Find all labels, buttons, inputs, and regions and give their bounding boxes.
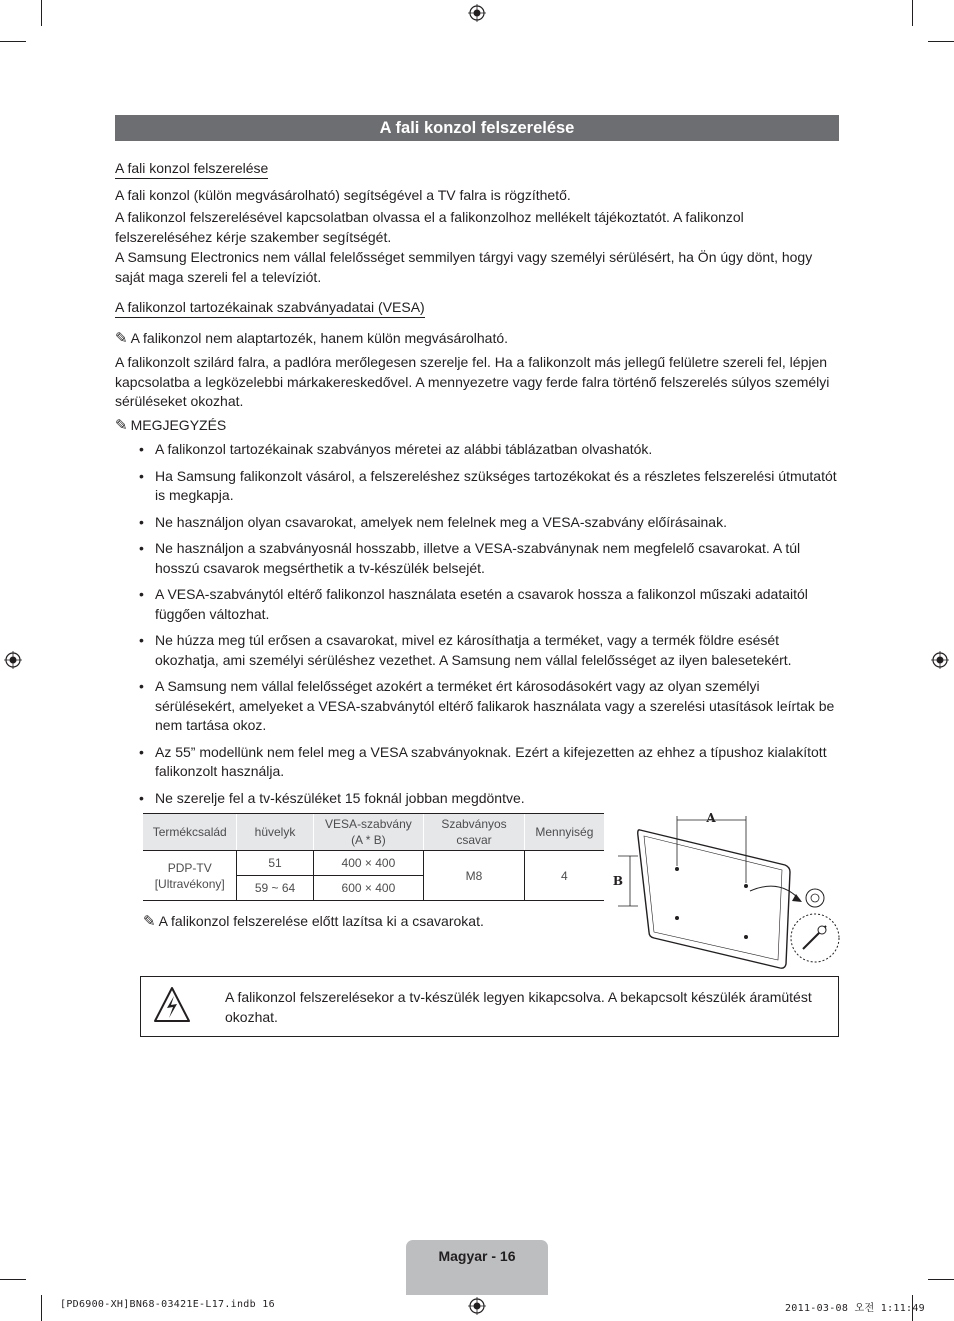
- note-label: MEGJEGYZÉS: [130, 417, 227, 433]
- column-header: Mennyiség: [524, 814, 604, 851]
- table-row: [143, 851, 604, 876]
- column-header: Termékcsalád: [143, 814, 237, 851]
- table-cell-inch: 59 ~ 64: [237, 876, 313, 901]
- crop-mark: [41, 0, 42, 26]
- arrow-head-icon: [792, 894, 802, 902]
- note-pencil-icon: ✎: [143, 913, 156, 930]
- note: [115, 329, 508, 348]
- section-heading: A falikonzol tartozékainak szabványadatai (VESA): [115, 298, 425, 318]
- warning-text: A falikonzol felszerelésekor a tv-készülék legyen kikapcsolva. A bekapcsolt készülék áramütést okozhat.: [225, 989, 812, 1025]
- note-heading: [115, 416, 226, 435]
- list-item: • Az 55” modellünk nem felel meg a VESA szabványoknak. Ezért a kifejezetten az ehhez a típushoz kialakított falikonzolt használja.: [137, 743, 837, 782]
- note-pencil-icon: ✎: [115, 417, 128, 434]
- vesa-table: [143, 813, 604, 901]
- page-number: Magyar - 16: [406, 1240, 548, 1295]
- dimension-a-label: A: [706, 811, 716, 825]
- table-cell-screw: M8: [424, 851, 525, 901]
- paragraph: A Samsung Electronics nem vállal felelősséget semmilyen tárgyi vagy személyi sérülésért, ha Ön úgy dönt, hogy saját maga szereli fel a televíziót.: [115, 249, 813, 285]
- table-cell-vesa: 600 × 400: [313, 876, 424, 901]
- electric-warning-icon: [152, 985, 192, 1025]
- registration-mark-icon: [468, 4, 486, 22]
- crop-mark: [0, 41, 26, 42]
- registration-mark-icon: [4, 651, 22, 669]
- tv-back-panel: [638, 830, 790, 968]
- notes-list: [137, 440, 837, 808]
- note: [143, 912, 484, 931]
- registration-mark-icon: [468, 1297, 486, 1315]
- page-title: A fali konzol felszerelése: [115, 115, 839, 141]
- crop-mark: [912, 0, 913, 26]
- column-header: VESA-szabvány (A * B): [313, 814, 424, 851]
- table-cell-vesa: 400 × 400: [313, 851, 424, 876]
- paragraph: A falikonzol felszerelésével kapcsolatban olvassa el a falikonzolhoz mellékelt tájékoztatót. A falikonzol felszereléséhez kérje szakember segítségét.: [115, 209, 744, 245]
- crop-mark: [41, 1295, 42, 1321]
- crop-mark: [928, 41, 954, 42]
- warning-box: [140, 976, 839, 1037]
- note-pencil-icon: ✎: [115, 330, 128, 347]
- column-header: hüvelyk: [237, 814, 313, 851]
- list-item: • Ne használjon olyan csavarokat, amelyek nem felelnek meg a VESA-szabvány előírásainak.: [137, 513, 837, 533]
- print-slug-left: [PD6900-XH]BN68-03421E-L17.indb 16: [60, 1299, 275, 1310]
- list-item: • Ne húzza meg túl erősen a csavarokat, mivel ez károsíthatja a terméket, vagy a termék földre esését okozhatja, ami személyi sérüléshez vezethet. A Samsung nem vállal felelősséget az ilyen balesetekért.: [137, 631, 837, 670]
- column-header: Szabványos csavar: [424, 814, 525, 851]
- note-text: A falikonzol nem alaptartozék, hanem külön megvásárolható.: [130, 330, 509, 346]
- paragraph: A fali konzol (külön megvásárolható) segítségével a TV falra is rögzíthető.: [115, 187, 571, 203]
- crop-mark: [928, 1279, 954, 1280]
- list-item: • A Samsung nem vállal felelősséget azokért a terméket ért károsodásokért vagy az olyan személyi sérülésekért, amelyeket a VESA-szabványtól eltérő falikarok használata vagy a szerelési utasítások leírtak be nem tartása okoz.: [137, 677, 837, 736]
- list-item: • Ne szerelje fel a tv-készüléket 15 foknál jobban megdöntve.: [137, 789, 837, 809]
- print-slug-right: 2011-03-08 오전 1:11:49: [784, 1303, 925, 1314]
- list-item: • A falikonzol tartozékainak szabványos méretei az alábbi táblázatban olvashatók.: [137, 440, 837, 460]
- table-cell-inch: 51: [237, 851, 313, 876]
- list-item: • A VESA-szabványtól eltérő falikonzol használata esetén a csavarok hossza a falikonzol műszaki adataitól függően változhat.: [137, 585, 837, 624]
- table-header-row: [143, 814, 604, 851]
- table-cell-qty: 4: [524, 851, 604, 901]
- paragraph: A falikonzolt szilárd falra, a padlóra merőlegesen szerelje fel. Ha a falikonzolt más jellegű felületre szereli fel, lépjen kapcsolatba a legközelebbi márkakereskedővel. A mennyezetre vagy ferde falra történő felszerelés súlyos személyi sérüléseket okozhat.: [115, 354, 830, 409]
- dimension-b-label: B: [612, 874, 624, 888]
- note-text: A falikonzol felszerelése előtt lazítsa ki a csavarokat.: [158, 913, 484, 929]
- registration-mark-icon: [931, 651, 949, 669]
- crop-mark: [0, 1279, 26, 1280]
- list-item: • Ne használjon a szabványosnál hosszabb, illetve a VESA-szabványnak nem megfelelő csavarokat. A túl hosszú csavarok megsérthetik a tv-készülék belsejét.: [137, 539, 837, 578]
- table-cell-family: PDP-TV [Ultravékony]: [143, 851, 237, 901]
- section-heading: A fali konzol felszerelése: [115, 159, 268, 179]
- vesa-diagram: [610, 808, 840, 973]
- list-item: • Ha Samsung falikonzolt vásárol, a felszereléshez szükséges tartozékokat és a részletes felszerelési útmutatót is megkapja.: [137, 467, 837, 506]
